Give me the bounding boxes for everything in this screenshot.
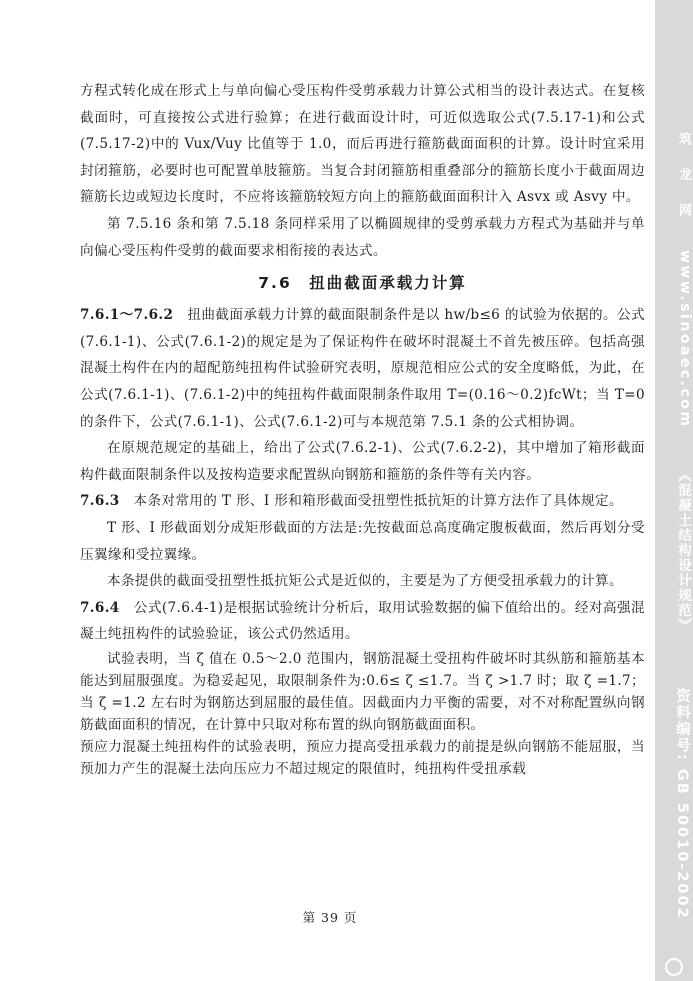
paragraph-7-6-3-text: 本条对常用的 T 形、I 形和箱形截面受扭塑性抵抗矩的计算方法作了具体规定。 <box>133 493 623 510</box>
paragraph-plastic-moment: 本条提供的截面受扭塑性抵抗矩公式是近似的，主要是为了方便受扭承载力的计算。 <box>107 573 623 590</box>
paragraph-7-6-1-text: 扭曲截面承载力计算的截面限制条件是以 hw/b≤6 的试验为依据的。公式(7.6.1-1)、公式(7.6.1-2)的规定是为了保证构件在破坏时混凝土不首先被压碎。包括高强混凝土构件在内的超配筋纯扭构件试验研究表明，原规范相应公式的安全度略低，为此，在公式(7.6.1-1)、(7.6.1-2)中的纯扭构件截面限制条件取用 T=(0.16～0.2)fcWt；当 T=0 的条件下，公式(7.6.1-1)、公式(7.6.1-2)可与本规范第 7.5.1 条的公式相协调。 <box>80 307 645 430</box>
paragraph-7-6-3 <box>80 488 645 515</box>
sidebar-code-label: 资料编号: <box>674 688 690 762</box>
paragraph-formula-transform: 方程式转化成在形式上与单向偏心受压构件受剪承载力计算公式相当的设计表达式。在复核截面时，可直接按公式进行验算；在进行截面设计时，可近似选取公式(7.5.17-1)和公式(7.5.17-2)中的 Vux/Vuy 比值等于 1.0，而后再进行箍筋截面面积的计算。设计时宜采用封闭箍筋，必要时也可配置单肢箍筋。当复合封闭箍筋相重叠部分的箍筋长度小于截面周边箍筋长边或短边长度时，不应将该箍筋较短方向上的箍筋截面面积计入 Asvx 或 Asvy 中。 <box>80 83 645 206</box>
paragraph-7-6-4 <box>80 595 645 648</box>
paragraph-t-i-section: T 形、I 形截面划分成矩形截面的方法是:先按截面总高度确定腹板截面，然后再划分受压翼缘和受拉翼缘。 <box>80 519 645 563</box>
paragraph-7-6-4-text: 公式(7.6.4-1)是根据试验统计分析后，取用试验数据的偏下值给出的。经对高强混凝土纯扭构件的试验验证，该公式仍然适用。 <box>80 599 645 643</box>
clause-number-7-6-3: 7.6.3 <box>80 493 120 510</box>
paragraph-7-6-1 <box>80 302 645 435</box>
clause-number-7-6-1: 7.6.1～7.6.2 <box>80 307 174 324</box>
section-title: 7.6 扭曲截面承载力计算 <box>258 274 467 293</box>
sidebar-site-name: 筑 龙 网 <box>676 132 691 226</box>
sidebar-code-number: GB 50010-2002 <box>674 768 690 920</box>
body-text <box>80 78 645 780</box>
paragraph-prestressed: 预应力混凝土纯扭构件的试验表明，预应力提高受扭承载力的前提是纵向钢筋不能屈服，当预加力产生的混凝土法向压应力不超过规定的限值时，纯扭构件受扭承载 <box>80 738 645 777</box>
sidebar-watermark <box>655 0 693 981</box>
paragraph-box-section: 在原规范规定的基础上，给出了公式(7.6.2-1)、公式(7.6.2-2)，其中增加了箱形截面构件截面限制条件以及按构造要求配置纵向钢筋和箍筋的条件等有关内容。 <box>80 440 645 483</box>
sidebar-book-title: 《混凝土结构设计规范》 <box>675 468 691 633</box>
copyright-icon <box>665 958 683 976</box>
sidebar-url: www.sinoaec.com <box>677 250 693 429</box>
clause-number-7-6-4: 7.6.4 <box>80 599 120 616</box>
sidebar-code <box>655 688 693 920</box>
paragraph-clause-7-5-16: 第 7.5.16 条和第 7.5.18 条同样采用了以椭圆规律的受剪承载力方程式为基础并与单向偏心受压构件受剪的截面要求相衔接的表达式。 <box>80 215 645 259</box>
paragraph-zeta-limits: 试验表明，当 ζ 值在 0.5～2.0 范围内，钢筋混凝土受扭构件破坏时其纵筋和箍筋基本能达到屈服强度。为稳妥起见，取限制条件为:0.6≤ ζ ≤1.7。当 ζ >1.7 时；取 ζ =1.7；当 ζ =1.2 左右时为钢筋达到屈服的最佳值。因截面内力平衡的需要，对不对称配置纵向钢筋截面面积的情况，在计算中只取对称布置的纵向钢筋截面面积。 <box>80 650 645 733</box>
page-number: 第 39 页 <box>302 910 358 925</box>
